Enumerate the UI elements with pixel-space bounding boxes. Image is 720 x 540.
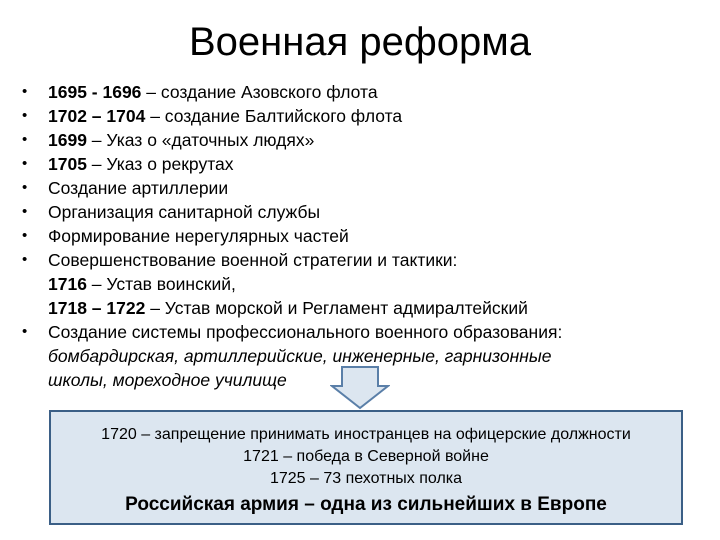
reform-list [22, 80, 712, 392]
item-text: – создание Балтийского флота [145, 106, 403, 126]
summary-conclusion: Российская армия – одна из сильнейших в Европе [125, 494, 607, 515]
item-year: 1695 - 1696 [48, 82, 142, 102]
bullet: • [22, 323, 28, 340]
list-item [22, 104, 712, 128]
slide-title: Военная реформа [188, 20, 531, 64]
summary-box [49, 410, 683, 525]
bullet: • [22, 155, 28, 172]
schools-line: бомбардирская, артиллерийские, инженерные, гарнизонные [48, 346, 552, 366]
strategy-subitem [22, 272, 712, 296]
list-item [22, 200, 712, 224]
item-text: Создание артиллерии [48, 178, 229, 198]
item-text: Формирование нерегулярных частей [48, 226, 349, 246]
item-year: 1705 [48, 154, 87, 174]
bullet: • [22, 179, 28, 196]
summary-line: 1721 – победа в Северной войне [243, 448, 489, 465]
item-year: 1702 – 1704 [48, 106, 146, 126]
subitem-year: 1716 [48, 274, 87, 294]
item-text: – создание Азовского флота [141, 82, 378, 102]
item-text: Создание системы профессионального военного образования: [48, 322, 563, 342]
item-text: – Указ о «даточных людях» [86, 130, 315, 150]
subitem-text: – Устав морской и Регламент адмиралтейский [145, 298, 528, 318]
item-text: Организация санитарной службы [48, 202, 321, 222]
list-item [22, 176, 712, 200]
down-arrow-icon [330, 366, 390, 410]
bullet: • [22, 107, 28, 124]
subitem-year: 1718 – 1722 [48, 298, 146, 318]
list-item [22, 224, 712, 248]
item-text: Совершенствование военной стратегии и тактики: [48, 250, 458, 270]
list-item [22, 128, 712, 152]
bullet: • [22, 203, 28, 220]
bullet: • [22, 251, 28, 268]
list-item [22, 248, 712, 272]
summary-line: 1720 – запрещение принимать иностранцев на офицерские должности [101, 426, 631, 443]
list-item [22, 152, 712, 176]
subitem-text: – Устав воинский, [86, 274, 236, 294]
bullet: • [22, 131, 28, 148]
list-item [22, 80, 712, 104]
item-text: – Указ о рекрутах [86, 154, 234, 174]
bullet: • [22, 83, 28, 100]
schools-line: школы, мореходное училище [48, 370, 287, 390]
list-item [22, 320, 712, 344]
strategy-subitem [22, 296, 712, 320]
item-year: 1699 [48, 130, 87, 150]
summary-line: 1725 – 73 пехотных полка [269, 470, 463, 487]
bullet: • [22, 227, 28, 244]
